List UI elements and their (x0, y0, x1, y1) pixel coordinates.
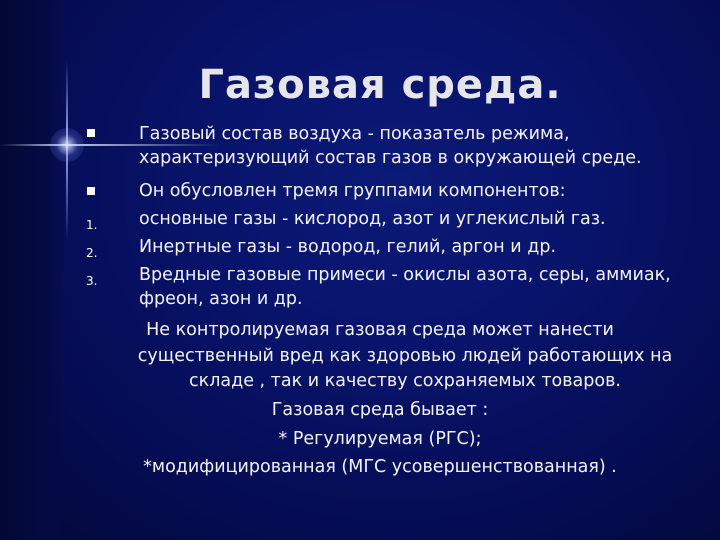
bullet-line: основные газы - кислород, азот и углекислый газ. (139, 209, 606, 229)
bullet-line: Инертные газы - водород, гелий, аргон и др. (139, 237, 557, 257)
paragraph-line: *модифицированная (МГС усовершенствованная) . (143, 457, 617, 477)
bullet-line: характеризующий состав газов в окружающей среде. (139, 147, 642, 168)
paragraph-line: * Регулируемая (РГС); (278, 429, 482, 449)
bullet-line: Газовый состав воздуха - показатель режима, (139, 124, 570, 144)
square-bullet-icon (87, 187, 95, 195)
paragraph-line: существенный вред как здоровью людей работающих на (137, 346, 673, 366)
bullet-item (139, 208, 699, 232)
bullet-item (139, 236, 699, 260)
slide-title: Газовая среда. (198, 62, 562, 108)
paragraph-line: Не контролируемая газовая среда может нанести (146, 320, 614, 340)
list-number: 1. (86, 218, 98, 232)
bullet-item (139, 264, 699, 311)
list-number: 2. (86, 246, 98, 260)
bullet-item (139, 180, 699, 204)
bullet-line: Вредные газовые примеси - окислы азота, серы, аммиак, (139, 265, 671, 285)
bullet-item (139, 123, 699, 170)
decorative-sparkle-icon (50, 128, 84, 162)
bullet-line: Он обусловлен тремя группами компонентов: (139, 181, 566, 201)
square-bullet-icon (87, 129, 95, 137)
paragraph-line: Газовая среда бывает : (271, 400, 489, 420)
paragraph-line: складе , так и качеству сохраняемых товаров. (189, 371, 621, 391)
list-number: 3. (86, 274, 98, 288)
bullet-line: фреон, азон и др. (139, 288, 303, 309)
